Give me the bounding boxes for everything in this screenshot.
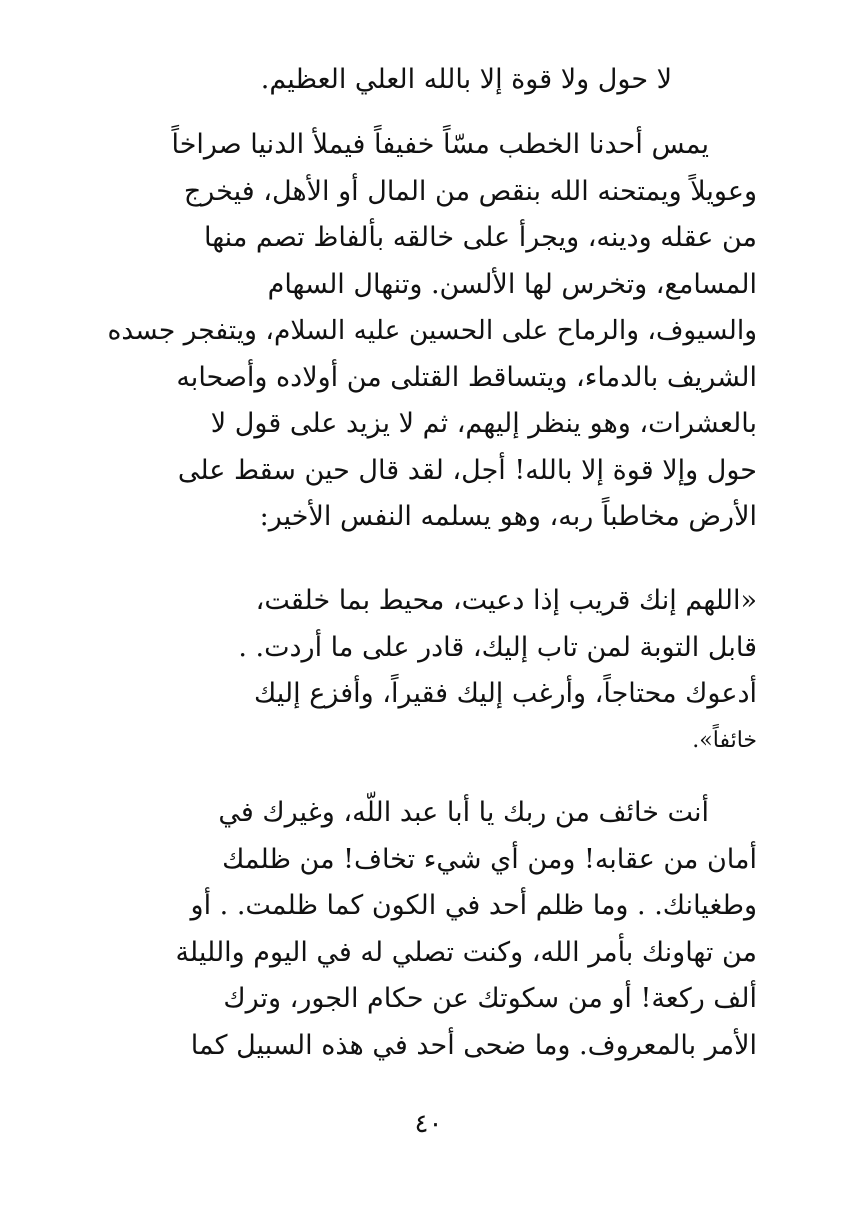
paragraph-line: المسامع، وتخرس لها الألسن. وتنهال السهام xyxy=(267,268,757,300)
paragraph-line: من تهاونك بأمر الله، وكنت تصلي له في اليوم والليلة xyxy=(175,936,757,968)
paragraph-line: وطغيانك. . وما ظلم أحد في الكون كما ظلمت. . أو xyxy=(190,890,757,921)
paragraph-line: الشريف بالدماء، ويتساقط القتلى من أولاده وأصحابه xyxy=(176,361,757,393)
quote-line: خائفاً». xyxy=(692,727,757,753)
paragraph-line: ألف ركعة! أو من سكوتك عن حكام الجور، وترك xyxy=(223,983,757,1014)
paragraph-2 xyxy=(102,790,757,1069)
paragraph-line: والسيوف، والرماح على الحسين عليه السلام، ويتفجر جسده xyxy=(107,315,757,346)
paragraph-line: أنت خائف من ربك يا أبا عبد اللّه، وغيرك في xyxy=(218,797,709,828)
quote-line: قابل التوبة لمن تاب إليك، قادر على ما أردت. . xyxy=(238,631,757,663)
quote-block xyxy=(102,578,757,764)
quote-line: «اللهم إنك قريب إذا دعيت، محيط بما خلقت، xyxy=(255,585,757,616)
quote-line: أدعوك محتاجاً، وأرغب إليك فقيراً، وأفزع إليك xyxy=(254,678,757,709)
paragraph-line: الأرض مخاطباً ربه، وهو يسلمه النفس الأخير: xyxy=(259,501,757,532)
paragraph-line: حول وإلا قوة إلا بالله! أجل، لقد قال حين سقط على xyxy=(177,454,757,486)
paragraph-line: يمس أحدنا الخطب مسّاً خفيفاً فيملأ الدنيا صراخاً xyxy=(171,129,709,160)
page-number: ٤٠ xyxy=(414,1109,443,1139)
paragraph-1 xyxy=(102,122,757,541)
paragraph-line: الأمر بالمعروف. وما ضحى أحد في هذه السبيل كما xyxy=(190,1029,757,1061)
continuation-line: لا حول ولا قوة إلا بالله العلي العظيم. xyxy=(260,64,672,95)
paragraph-line: من عقله ودينه، ويجرأ على خالقه بألفاظ تصم منها xyxy=(204,222,757,253)
paragraph-line: أمان من عقابه! ومن أي شيء تخاف! من ظلمك xyxy=(222,843,757,875)
paragraph-line: بالعشرات، وهو ينظر إليهم، ثم لا يزيد على قول لا xyxy=(210,408,757,439)
paragraph-line: وعويلاً ويمتحنه الله بنقص من المال أو الأهل، فيخرج xyxy=(183,175,757,207)
